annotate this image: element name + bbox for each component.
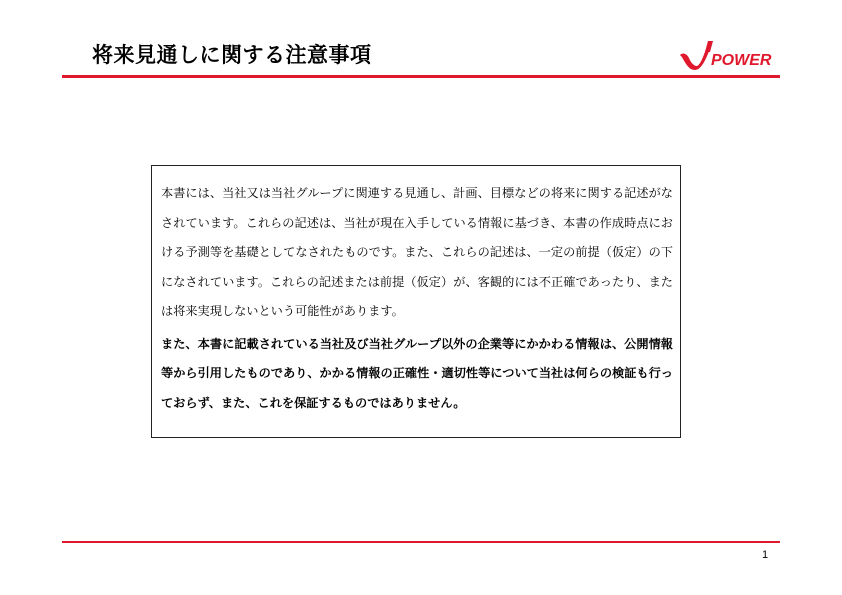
disclaimer-paragraph-1: 本書には、当社又は当社グループに関連する見通し、計画、目標などの将来に関する記述がなされています。これらの記述は、当社が現在入手している情報に基づき、本書の作成時点における予測等を基礎としてなされたものです。また、これらの記述は、一定の前提（仮定）の下になされています。これらの記述または前提（仮定）が、客観的には不正確であったり、または将来実現しないという可能性があります。 [161, 186, 673, 318]
disclaimer-paragraph-2: また、本書に記載されている当社及び当社グループ以外の企業等にかかわる情報は、公開情報等から引用したものであり、かかる情報の正確性・適切性等について当社は何らの検証も行っておらず、また、これを保証するものではありません。 [161, 336, 673, 410]
page-title: 将来見通しに関する注意事項 [92, 43, 372, 67]
page-number: 1 [762, 549, 769, 561]
j-power-logo [678, 40, 778, 72]
footer-rule [62, 541, 780, 543]
logo-wordmark: POWER [711, 52, 772, 69]
j-power-logo-icon [678, 40, 778, 72]
header-rule [62, 75, 780, 78]
disclaimer-box [151, 165, 681, 438]
